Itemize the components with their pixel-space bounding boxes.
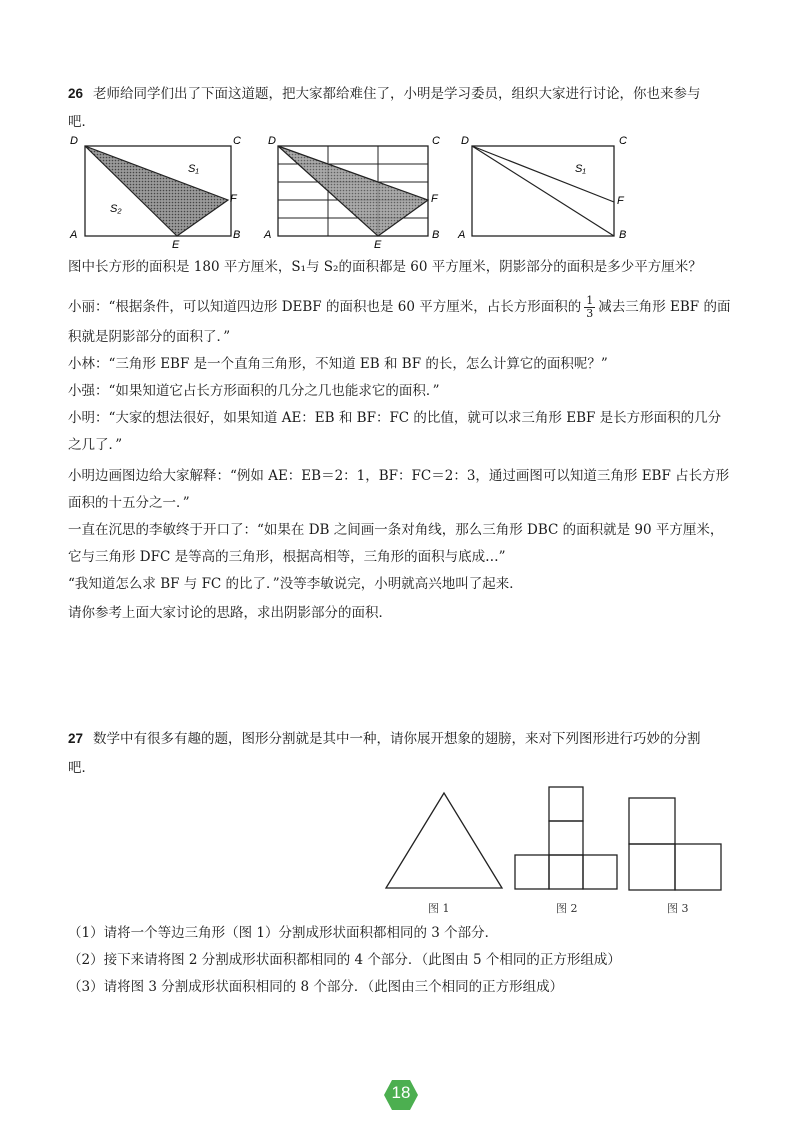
q26-xiaolin: 小林：“三角形 EBF 是一个直角三角形，不知道 EB 和 BF 的长，怎么计算它的面积呢？”	[68, 356, 608, 372]
q26-xiaoli-text-b: 减去三角形 EBF 的面	[598, 299, 731, 316]
figure-2-squares	[515, 787, 617, 889]
caption-figure-2: 图 2	[556, 902, 578, 915]
label-a: A	[458, 229, 466, 241]
label-d: D	[461, 135, 469, 147]
q27-part-1: （1）请将一个等边三角形（图 1）分割成形状面积都相同的 3 个部分．	[68, 925, 499, 941]
q26-xiaoming-line3: 小明边画图边给大家解释：“例如 AE：EB＝2：1，BF：FC＝2：3，通过画图可以知道三角形 EBF 占长方形	[68, 468, 730, 484]
q26-limin-line3: “我知道怎么求 BF 与 FC 的比了．”没等李敏说完，小明就高兴地叫了起来．	[68, 576, 523, 592]
page-number: 18	[391, 1083, 411, 1102]
q26-limin-line1: 一直在沉思的李敏终于开口了：“如果在 DB 之间画一条对角线，那么三角形 DBC 的面积就是 90 平方厘米，	[68, 522, 724, 538]
q27-number: 27	[68, 731, 84, 746]
q26-xiaoming-line4: 面积的十五分之一．”	[68, 495, 190, 511]
q26-intro-text: 老师给同学们出了下面这道题，把大家都给难住了，小明是学习委员，组织大家进行讨论，你也来参与	[93, 86, 701, 102]
q26-xiaoming-line2: 之几了．”	[68, 437, 123, 453]
label-s2: S₂	[110, 203, 122, 215]
q26-limin-line2: 它与三角形 DFC 是等高的三角形，根据高相等，三角形的面积与底成…”	[68, 549, 506, 565]
q26-intro-line1	[68, 86, 701, 102]
q26-intro-line2: 吧．	[68, 114, 95, 130]
label-a: A	[264, 229, 272, 241]
label-b: B	[432, 229, 440, 241]
fraction-one-third: $\frac{1}{3}$	[586, 294, 594, 321]
label-d: D	[268, 135, 276, 147]
label-c: C	[619, 135, 627, 147]
q26-figure-b	[263, 135, 440, 250]
q26-problem: 图中长方形的面积是 180 平方厘米，S₁与 S₂的面积都是 60 平方厘米，阴影部分的面积是多少平方厘米？	[68, 259, 702, 275]
label-b: B	[233, 229, 241, 241]
q27-figures	[0, 780, 800, 920]
q26-xiaoli-text-a: 小丽：“根据条件，可以知道四边形 DEBF 的面积也是 60 平方厘米，占长方形面积的	[68, 299, 582, 316]
label-c: C	[432, 135, 440, 147]
q26-xiaoming-line1: 小明：“大家的想法很好，如果知道 AE：EB 和 BF：FC 的比值，就可以求三角形 EBF 是长方形面积的几分	[68, 410, 722, 426]
label-f: F	[617, 195, 624, 207]
label-b: B	[619, 229, 627, 241]
label-e: E	[374, 239, 382, 250]
q26-xiaoli-line1	[68, 295, 730, 320]
q26-xiaoli-line2: 积就是阴影部分的面积了．”	[68, 329, 231, 345]
q26-task: 请你参考上面大家讨论的思路，求出阴影部分的面积．	[68, 605, 392, 621]
label-a: A	[70, 229, 78, 241]
q27-intro-line2: 吧．	[68, 760, 95, 776]
q26-xiaoqiang: 小强：“如果知道它占长方形面积的几分之几也能求它的面积．”	[68, 383, 440, 399]
label-f: F	[431, 193, 438, 205]
q26-figures	[0, 132, 800, 250]
figure-1-triangle	[386, 793, 502, 888]
q27-part-3: （3）请将图 3 分割成形状面积相同的 8 个部分．（此图由三个相同的正方形组成）	[68, 979, 564, 995]
label-s1: S₁	[188, 163, 199, 175]
label-f: F	[230, 193, 237, 205]
label-c: C	[233, 135, 241, 147]
q26-figure-c	[457, 135, 627, 241]
q27-intro-text: 数学中有很多有趣的题，图形分割就是其中一种，请你展开想象的翅膀，来对下列图形进行巧妙的分割	[93, 731, 701, 747]
caption-figure-3: 图 3	[667, 902, 689, 915]
q26-number: 26	[68, 86, 84, 101]
q26-figure-a	[69, 135, 241, 250]
q27-part-2: （2）接下来请将图 2 分割成形状面积都相同的 4 个部分．（此图由 5 个相同的正方形组成）	[68, 952, 621, 968]
figure-3-squares	[629, 798, 721, 890]
label-d: D	[70, 135, 78, 147]
caption-figure-1: 图 1	[428, 902, 450, 915]
label-e: E	[172, 239, 180, 250]
shaded-triangle	[278, 146, 428, 236]
q27-intro-line1	[68, 731, 701, 747]
shaded-triangle	[85, 146, 228, 236]
label-s1: S₁	[575, 163, 586, 175]
